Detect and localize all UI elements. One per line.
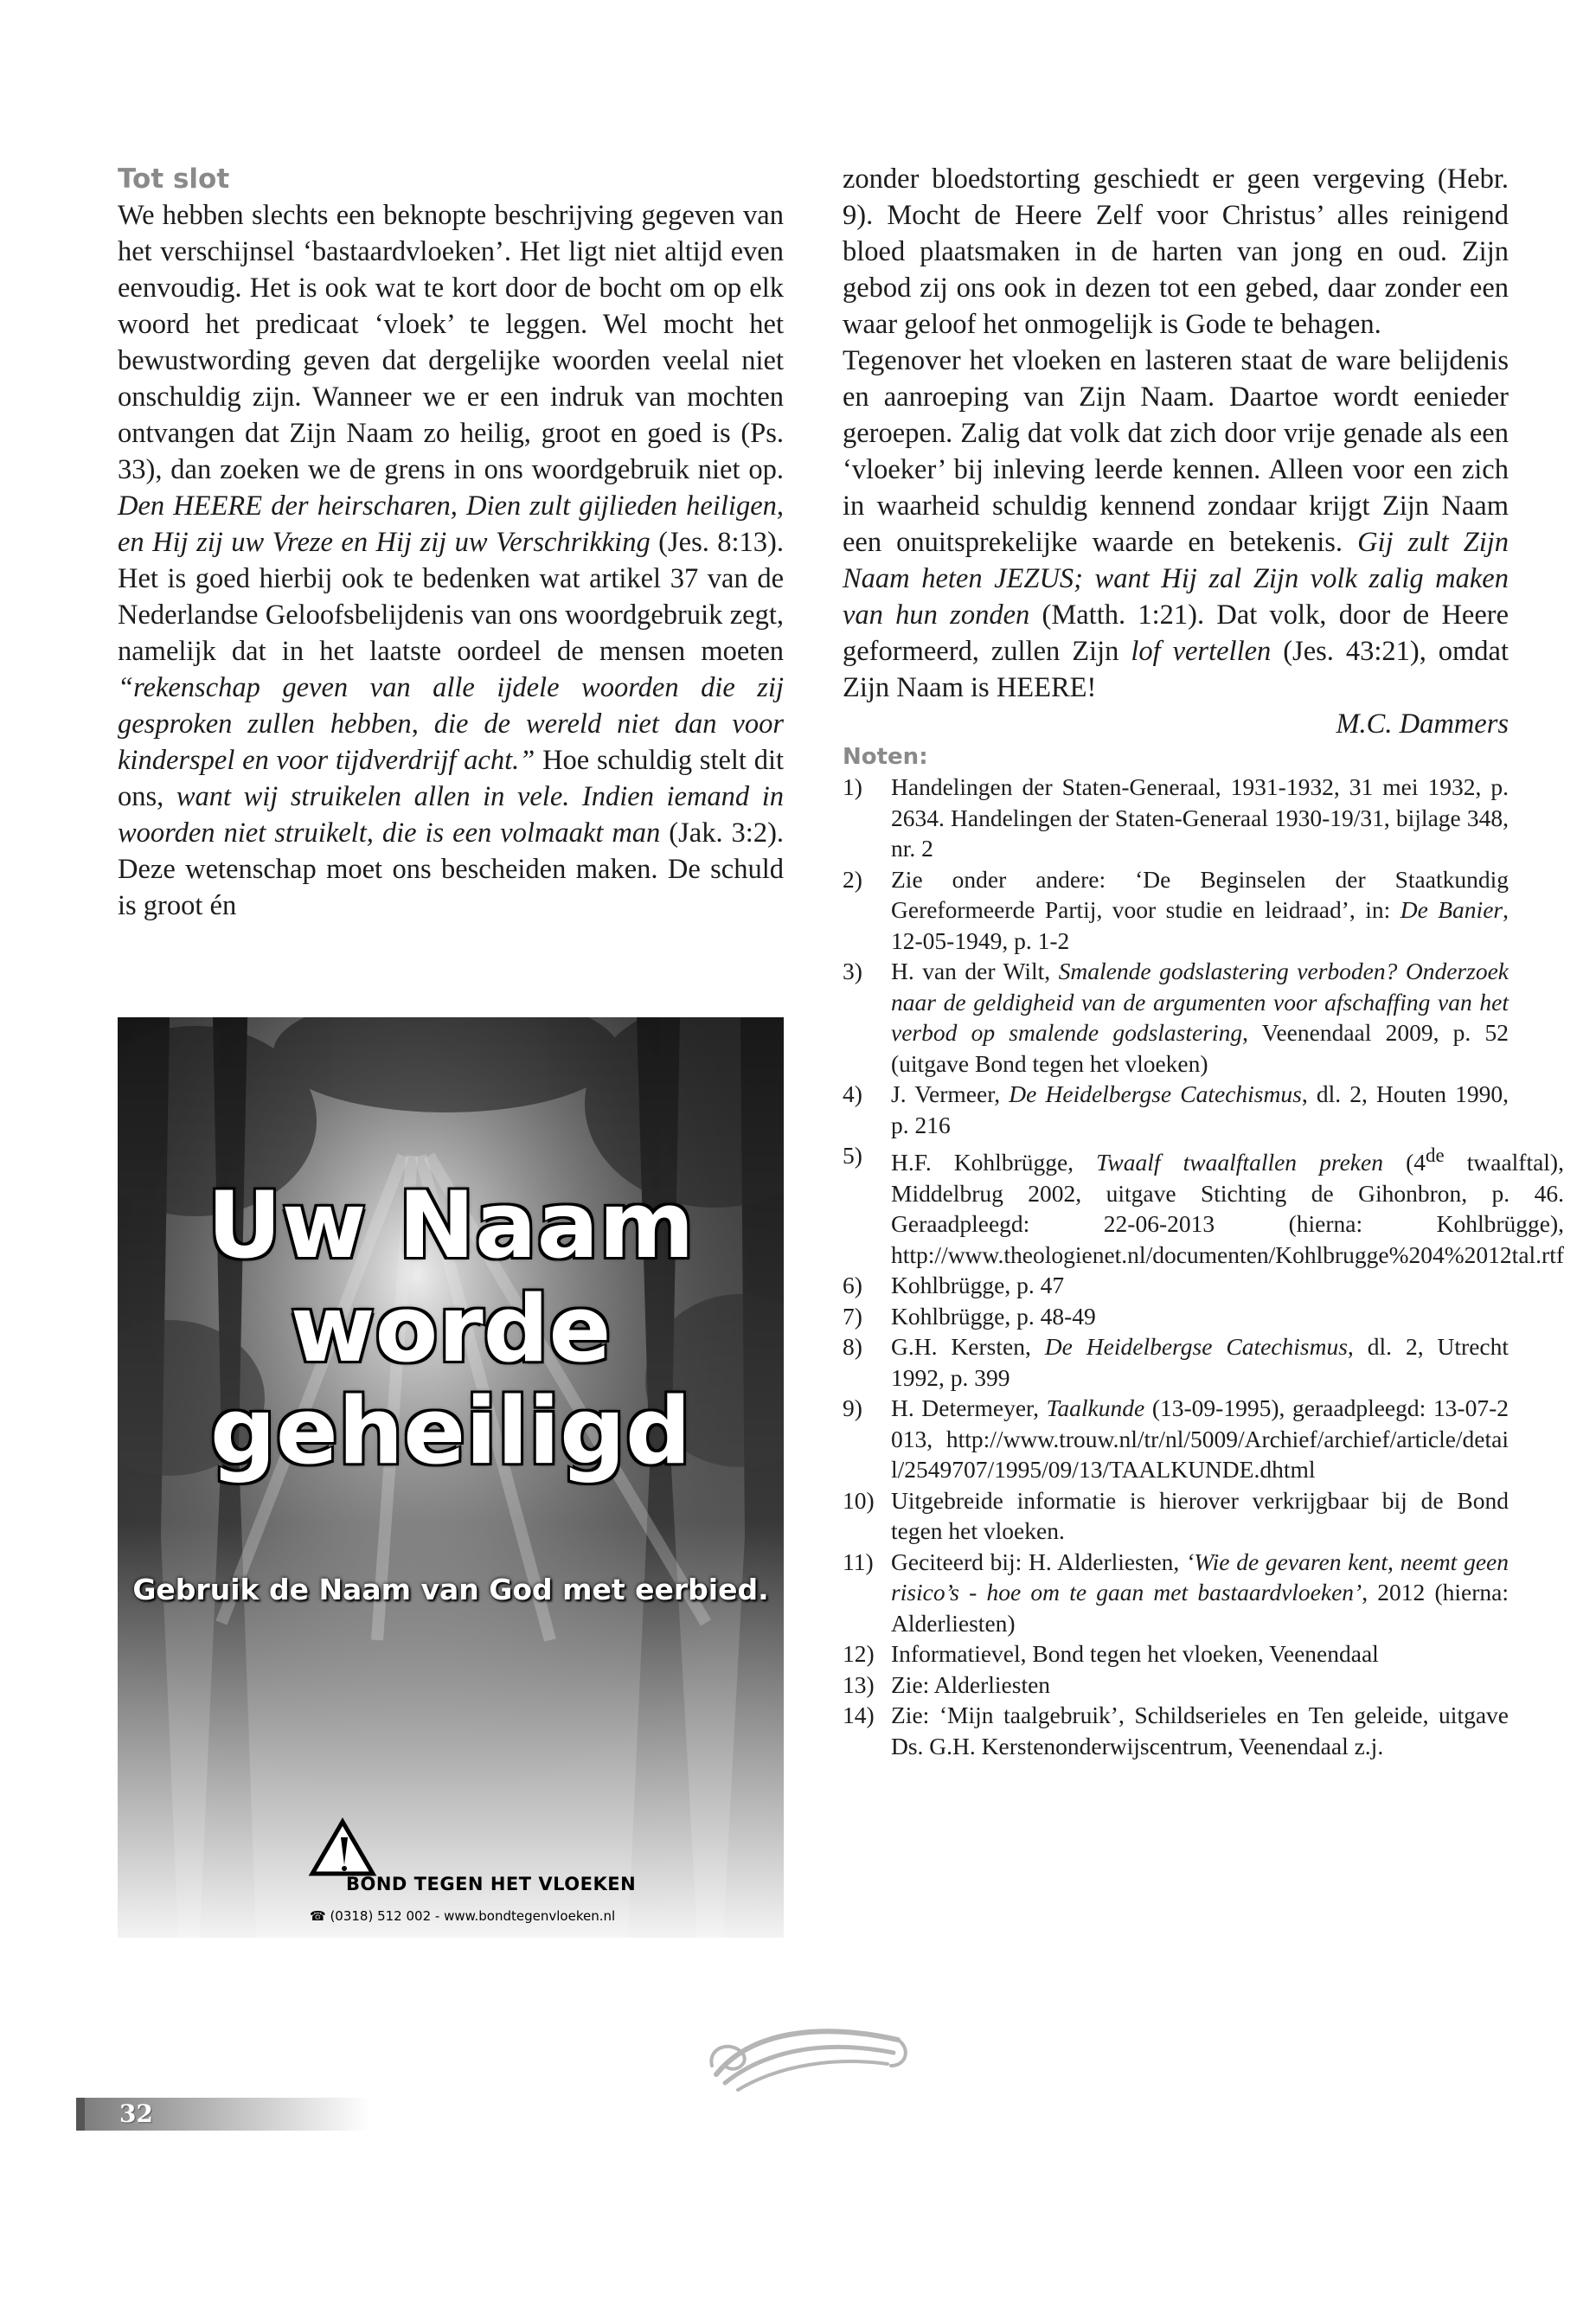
note-number: 8) bbox=[843, 1333, 862, 1361]
note-text: Handelingen der Staten-Generaal, 1931-1932, 31 mei 1932, p. 2634. Handelingen der Staten-Generaal 1930-19/31, bijlage 348, nr. 2 bbox=[891, 773, 1509, 862]
note-text: Zie: Alderliesten bbox=[891, 1670, 1051, 1698]
note-number: 14) bbox=[843, 1702, 875, 1729]
note-item bbox=[843, 1270, 1509, 1301]
text-run: , bbox=[411, 708, 419, 740]
swirl-ornament-icon bbox=[699, 2014, 915, 2096]
text-run: (Jes. 43:21), omdat Zijn Naam is HEERE! bbox=[843, 636, 1509, 703]
note-number: 3) bbox=[843, 958, 862, 984]
note-item bbox=[843, 1079, 1509, 1140]
note-item bbox=[843, 1547, 1509, 1639]
poster-title-line: Uw Naam bbox=[207, 1172, 695, 1279]
quote-run: Gij zult Zijn Naam heten JEZUS; want Hij zal Zijn volk zalig maken van hun zonden bbox=[843, 527, 1509, 631]
left-column bbox=[118, 161, 784, 924]
notes-heading: Noten: bbox=[843, 744, 928, 770]
note-text: G.H. Kersten, De Heidelbergse Catechismus, dl. 2, Utrecht 1992, p. 399 bbox=[891, 1333, 1509, 1391]
note-text: Zie onder andere: ‘De Beginselen der Staatkundig Gereformeerde Partij, voor studie en leidraad’, in: De Banier, 12-05-1949, p. 1-2 bbox=[891, 865, 1509, 954]
poster-org-name: BOND TEGEN HET VLOEKEN bbox=[346, 1874, 637, 1894]
poster-title-line: geheiligd bbox=[210, 1378, 691, 1484]
poster-subtitle: Gebruik de Naam van God met eerbied. bbox=[132, 1573, 769, 1606]
note-number: 2) bbox=[843, 865, 862, 893]
note-text: H. van der Wilt, Smalende godslastering verboden? Onderzoek naar de geldigheid van de argumenten voor afschaffing van het verbod op smalende godslastering, Veenendaal 2009, p. 52 (uitgave Bond tegen het vloeken) bbox=[891, 958, 1509, 1077]
quote-run: Den HEERE der heirscharen, Dien zult gijlieden heiligen, en Hij zij uw Vreze en Hij zij uw Verschrikking bbox=[118, 490, 784, 558]
note-number: 5) bbox=[843, 1142, 862, 1169]
note-number: 4) bbox=[843, 1080, 862, 1107]
text-run: We hebben slechts een beknopte beschrijving gegeven van het verschijnsel ‘bastaardvloeken’. Het ligt niet altijd even eenvoudig. Het is ook wat te kort door de bocht om op elk woord het predicaat ‘vloek’ te leggen. Wel mocht het bewustwording geven dat dergelijke woorden veelal niet onschuldig zijn. Wanneer we er een indruk van mochten ontvangen dat Zijn Naam zo heilig, groot en goed is (Ps. 33), dan zoeken we de grens in ons woordgebruik niet op. bbox=[118, 200, 784, 485]
note-number: 7) bbox=[843, 1302, 862, 1330]
body-paragraph bbox=[843, 343, 1509, 706]
body-paragraph: zonder bloedstorting geschiedt er geen vergeving (Hebr. 9). Mocht de Heere Zelf voor Christus’ alles reinigend bloed plaatsmaken in de harten van jong en oud. Zijn gebod zij ons ook in dezen tot een gebed, daar zonder een waar geloof het onmogelijk is Gode te behagen. bbox=[843, 163, 1509, 340]
note-item bbox=[843, 1638, 1509, 1670]
poster-contact: ☎ (0318) 512 002 - www.bondtegenvloeken.nl bbox=[310, 1908, 616, 1924]
quote-run: “rekenschap geven van alle ijdele woorden die zij gesproken zullen hebben bbox=[118, 672, 784, 740]
note-number: 11) bbox=[843, 1548, 874, 1575]
note-text: Kohlbrügge, p. 48-49 bbox=[891, 1302, 1096, 1330]
author-signature: M.C. Dammers bbox=[1336, 708, 1509, 740]
text-run: Hoe schuldig stelt dit ons, bbox=[118, 745, 785, 812]
quote-run: want wij struikelen allen in vele. Indien iemand in woorden niet struikelt, die is een volmaakt man bbox=[118, 781, 785, 849]
note-text: Geciteerd bij: H. Alderliesten, ‘Wie de gevaren kent, neemt geen risico’s - hoe om te gaan met bastaardvloeken’, 2012 (hierna: Alderliesten) bbox=[891, 1548, 1509, 1637]
note-number: 12) bbox=[843, 1640, 875, 1668]
note-number: 13) bbox=[843, 1670, 875, 1698]
text-run: Tegenover het vloeken en lasteren staat de ware belijdenis en aanroeping van Zijn Naam. Daartoe wordt eenieder geroepen. Zalig dat volk dat zich door vrije genade als een ‘vloeker’ bij inleving leerde kennen. Alleen voor een zich in waarheid schuldig kennend zondaar krijgt Zijn Naam een onuitsprekelijke waarde en betekenis. bbox=[843, 345, 1509, 558]
note-item bbox=[843, 1700, 1509, 1761]
note-item bbox=[843, 956, 1509, 1079]
note-number: 6) bbox=[843, 1272, 862, 1299]
note-item bbox=[843, 1485, 1509, 1547]
right-column bbox=[843, 161, 1564, 1761]
note-item bbox=[843, 1140, 1564, 1270]
note-item bbox=[843, 772, 1509, 864]
text-run: (Jak. 3:2). Deze wetenschap moet ons bescheiden maken. De schuld is groot én bbox=[118, 817, 785, 921]
page-number: 32 bbox=[119, 2099, 153, 2128]
quote-run: die de wereld niet dan voor kinderspel en voor tijdverdrijf acht.” bbox=[118, 708, 784, 776]
note-number: 1) bbox=[843, 773, 862, 800]
note-item bbox=[843, 1393, 1509, 1485]
note-number: 9) bbox=[843, 1394, 862, 1422]
section-heading: Tot slot bbox=[118, 163, 230, 195]
poster-image bbox=[118, 1017, 784, 1938]
note-text: H. Determeyer, Taalkunde (13-09-1995), geraadpleegd: 13-07-2013, http://www.trouw.nl/tr/nl/5009/Archief/archief/article/detail/2549707/1995/09/13/TAALKUNDE.dhtml bbox=[891, 1394, 1509, 1484]
note-item bbox=[843, 1670, 1509, 1701]
note-text: Informatievel, Bond tegen het vloeken, Veenendaal bbox=[891, 1640, 1379, 1668]
note-text: Kohlbrügge, p. 47 bbox=[891, 1272, 1065, 1299]
text-run: (Matth. 1:21). Dat volk, door de Heere geformeerd, zullen Zijn bbox=[843, 599, 1509, 667]
note-number: 10) bbox=[843, 1486, 875, 1514]
poster-title-line: worde bbox=[290, 1276, 612, 1382]
quote-run: lof vertellen bbox=[1131, 636, 1272, 667]
note-item bbox=[843, 1301, 1509, 1332]
note-text: Uitgebreide informatie is hierover verkrijgbaar bij de Bond tegen het vloeken. bbox=[891, 1486, 1509, 1545]
note-text: H.F. Kohlbrügge, Twaalf twaalftallen preken (4de twaalftal), Middelbrug 2002, uitgave Stichting de Gihonbron, p. 46. Geraadpleegd: 22-06-2013 (hierna: Kohlbrügge), http://www.theologienet.nl/documenten/Kohlbrugge%204%2012tal.rtf bbox=[891, 1144, 1564, 1268]
notes-list bbox=[843, 772, 1564, 1761]
note-item bbox=[843, 1331, 1509, 1393]
body-paragraph bbox=[118, 197, 784, 924]
note-text: Zie: ‘Mijn taalgebruik’, Schildserieles en Ten geleide, uitgave Ds. G.H. Kerstenonderwijscentrum, Veenendaal z.j. bbox=[891, 1702, 1509, 1759]
text-run: (Jes. 8:13). Het is goed hierbij ook te bedenken wat artikel 37 van de Nederlandse Geloofsbelijdenis van ons woordgebruik zegt, namelijk dat in het laatste oordeel de mensen moeten bbox=[118, 527, 785, 667]
note-item bbox=[843, 864, 1509, 957]
note-text: J. Vermeer, De Heidelbergse Catechismus, dl. 2, Houten 1990, p. 216 bbox=[891, 1080, 1509, 1138]
